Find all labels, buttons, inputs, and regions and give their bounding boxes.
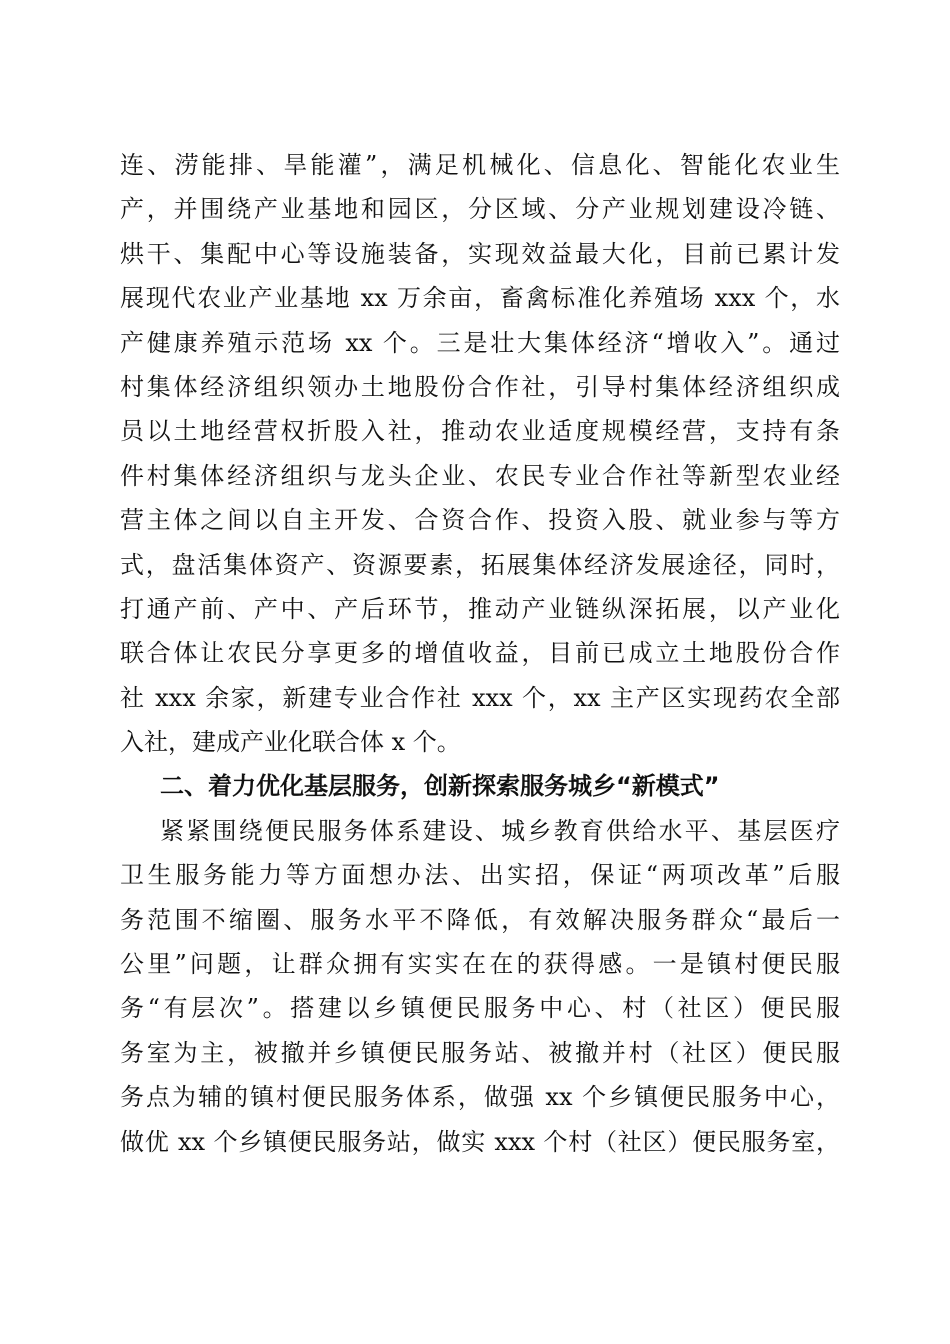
paragraph-line: 连、涝能排、旱能灌”，满足机械化、信息化、智能化农业生: [120, 151, 840, 179]
paragraph-line: 联合体让农民分享更多的增值收益，目前已成立土地股份合作: [120, 639, 840, 668]
document-body: [120, 143, 840, 1164]
paragraph-line: 公里”问题，让群众拥有实实在在的获得感。一是镇村便民服: [120, 950, 840, 979]
section-heading: 二、着力优化基层服务，创新探索服务城乡“新模式”: [160, 772, 720, 801]
paragraph-line: 社 xxx 余家，新建专业合作社 xxx 个，xx 主产区实现药农全部: [120, 683, 840, 712]
paragraph-line: 卫生服务能力等方面想办法、出实招，保证“两项改革”后服: [120, 861, 840, 890]
paragraph-line: 务室为主，被撤并乡镇便民服务站、被撤并村（社区）便民服: [120, 1038, 840, 1067]
paragraph-line: 件村集体经济组织与龙头企业、农民专业合作社等新型农业经: [120, 461, 840, 490]
paragraph-line: 展现代农业产业基地 xx 万余亩，畜禽标准化养殖场 xxx 个，水: [120, 284, 840, 313]
paragraph-1: [120, 143, 840, 764]
paragraph-line: 务“有层次”。搭建以乡镇便民服务中心、村（社区）便民服: [120, 994, 840, 1023]
paragraph-line: 式，盘活集体资产、资源要素，拓展集体经济发展途径，同时，: [120, 550, 840, 579]
paragraph-line: 入社，建成产业化联合体 x 个。: [120, 728, 461, 757]
paragraph-line: 烘干、集配中心等设施装备，实现效益最大化，目前已累计发: [120, 239, 840, 268]
paragraph-line: 产健康养殖示范场 xx 个。三是壮大集体经济“增收入”。通过: [120, 328, 840, 357]
paragraph-line: 产，并围绕产业基地和园区，分区域、分产业规划建设冷链、: [120, 195, 840, 224]
paragraph-line: 员以土地经营权折股入社，推动农业适度规模经营，支持有条: [120, 417, 840, 446]
paragraph-line: 紧紧围绕便民服务体系建设、城乡教育供给水平、基层医疗: [160, 816, 840, 845]
paragraph-line: 务点为辅的镇村便民服务体系，做强 xx 个乡镇便民服务中心，: [120, 1083, 840, 1112]
paragraph-line: 村集体经济组织领办土地股份合作社，引导村集体经济组织成: [120, 372, 840, 401]
paragraph-line: 打通产前、产中、产后环节，推动产业链纵深拓展，以产业化: [120, 594, 840, 623]
paragraph-2: [120, 809, 840, 1164]
paragraph-line: 营主体之间以自主开发、合资合作、投资入股、就业参与等方: [120, 506, 840, 535]
paragraph-line: 做优 xx 个乡镇便民服务站，做实 xxx 个村（社区）便民服务室，: [120, 1127, 840, 1156]
paragraph-line: 务范围不缩圈、服务水平不降低，有效解决服务群众“最后一: [120, 905, 840, 934]
